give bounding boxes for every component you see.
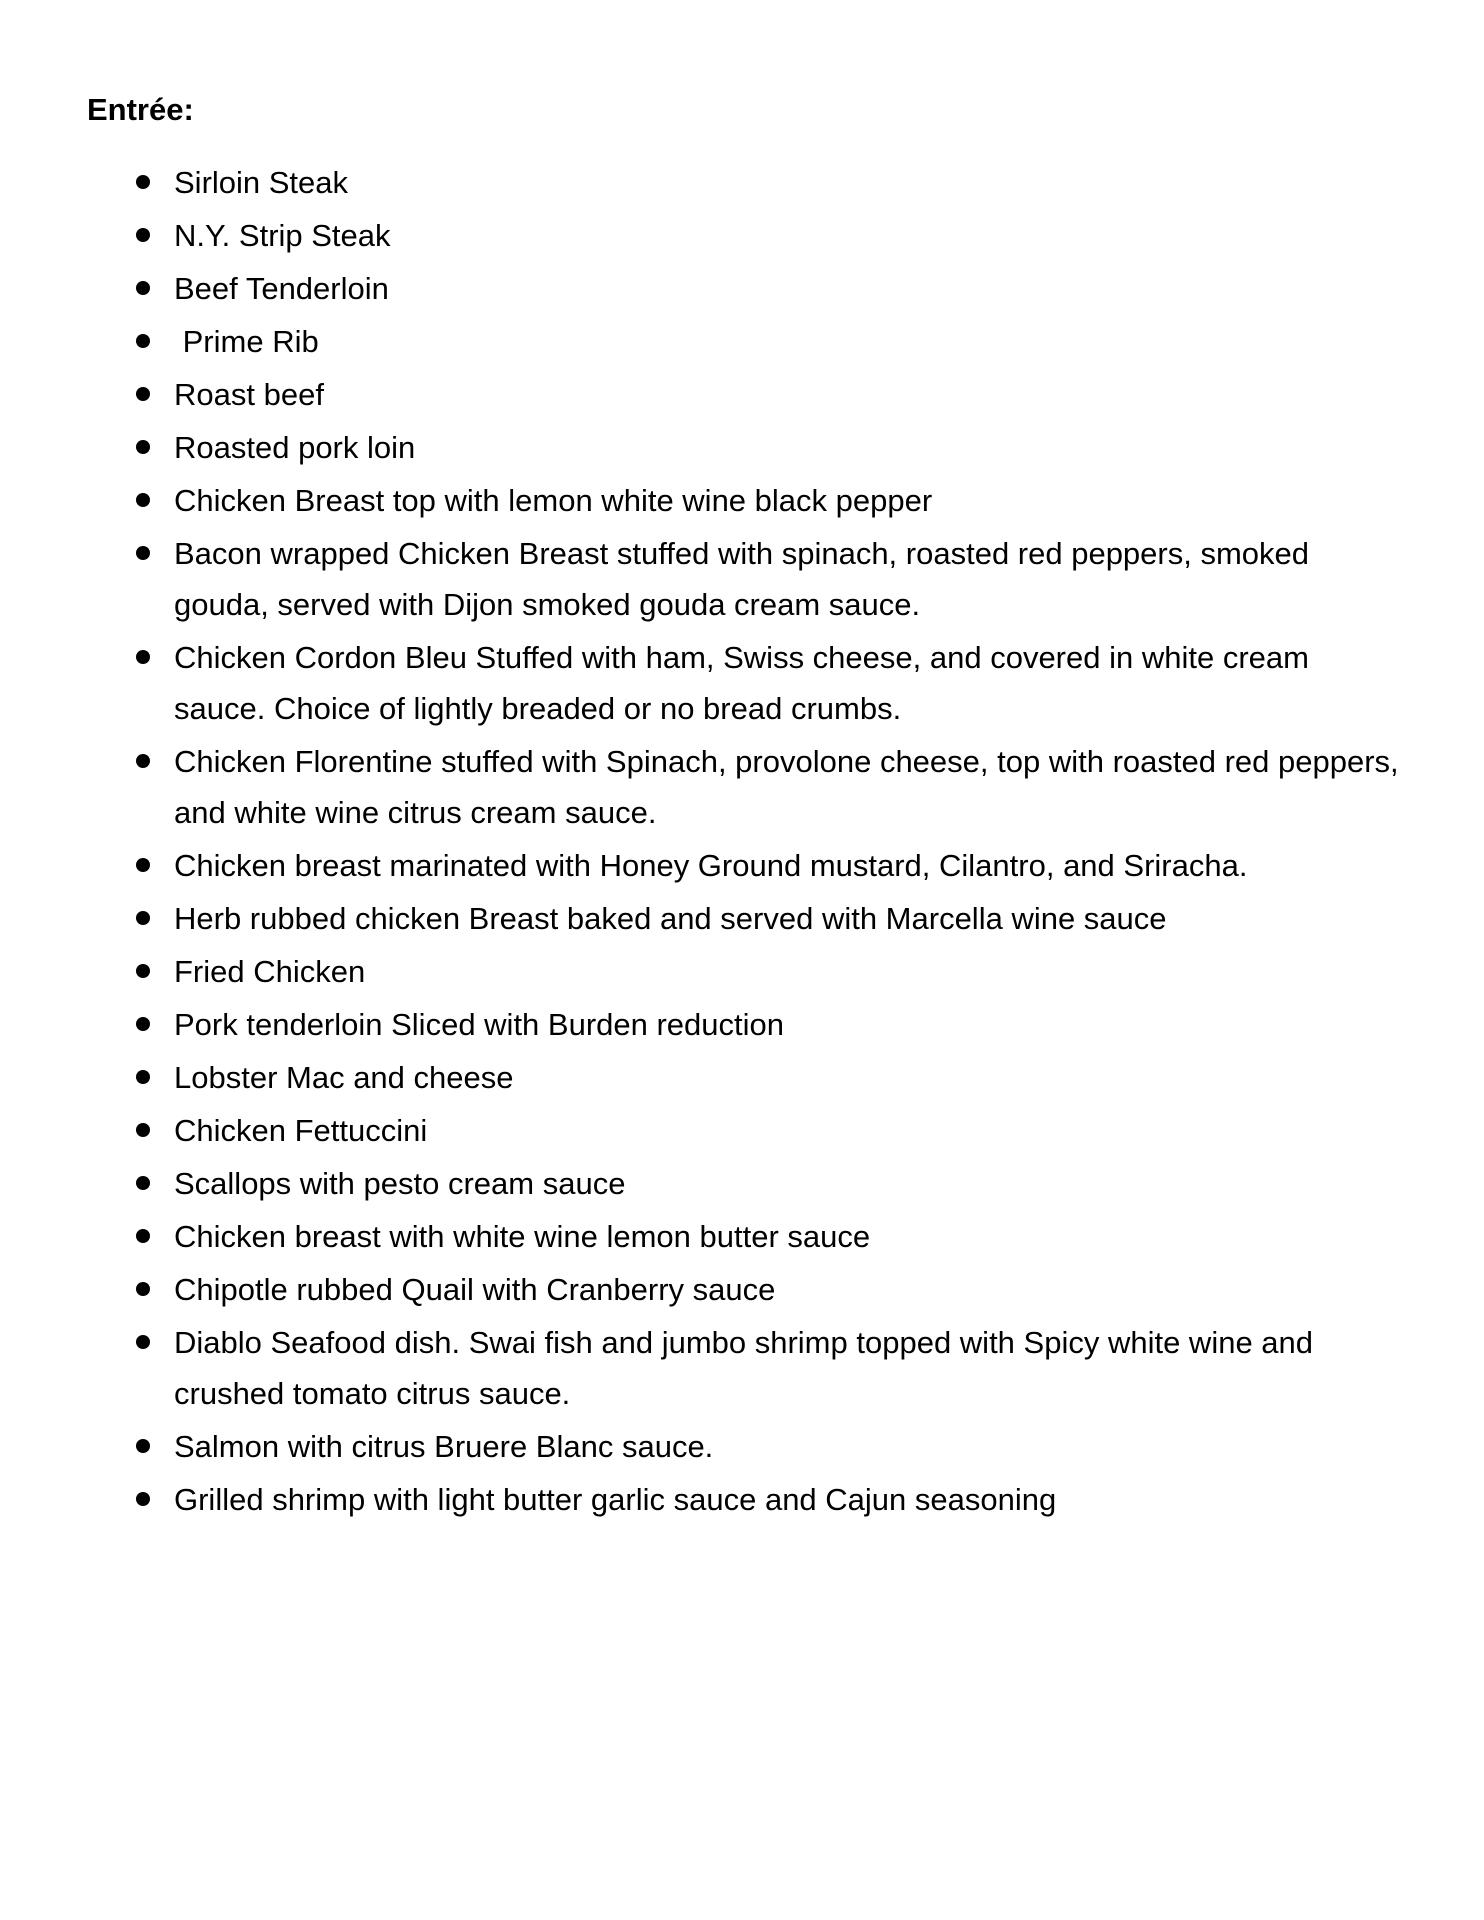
bullet-icon [136,493,150,507]
bullet-icon [136,1070,150,1084]
list-item [0,893,1484,944]
list-item-text: Chicken Florentine stuffed with Spinach, provolone cheese, top with roasted red peppers, and white wine citrus cream sauce. [174,744,1408,830]
list-item [0,736,1484,838]
bullet-icon [136,228,150,242]
bullet-icon [136,650,150,664]
list-item-text: Herb rubbed chicken Breast baked and served with Marcella wine sauce [174,901,1167,936]
list-item [0,528,1484,630]
bullet-icon [136,1282,150,1296]
list-item [0,263,1484,314]
list-item [0,1317,1484,1419]
list-item [0,210,1484,261]
list-item-text: Chicken breast with white wine lemon butter sauce [174,1219,871,1254]
bullet-icon [136,281,150,295]
list-item [0,369,1484,420]
list-item-text: Prime Rib [174,324,319,359]
bullet-icon [136,1439,150,1453]
list-item [0,1264,1484,1315]
list-item [0,316,1484,367]
list-item [0,840,1484,891]
bullet-icon [136,911,150,925]
bullet-icon [136,964,150,978]
bullet-icon [136,1123,150,1137]
list-item-text: Beef Tenderloin [174,271,389,306]
list-item [0,1211,1484,1262]
bullet-icon [136,858,150,872]
list-item-text: Fried Chicken [174,954,366,989]
bullet-icon [136,175,150,189]
list-item-text: Pork tenderloin Sliced with Burden reduction [174,1007,785,1042]
list-item [0,946,1484,997]
list-item [0,1158,1484,1209]
list-item-text: Salmon with citrus Bruere Blanc sauce. [174,1429,714,1464]
list-item-text: N.Y. Strip Steak [174,218,391,253]
list-item-text: Chicken Fettuccini [174,1113,428,1148]
list-item-text: Roasted pork loin [174,430,416,465]
list-item-text: Chicken breast marinated with Honey Ground mustard, Cilantro, and Sriracha. [174,848,1248,883]
list-item-text: Roast beef [174,377,324,412]
list-item [0,632,1484,734]
bullet-icon [136,546,150,560]
bullet-icon [136,754,150,768]
list-item [0,1052,1484,1103]
bullet-icon [136,1229,150,1243]
bullet-icon [136,440,150,454]
list-item-text: Chicken Breast top with lemon white wine black pepper [174,483,933,518]
list-item [0,1421,1484,1472]
bullet-icon [136,1176,150,1190]
list-item-text: Scallops with pesto cream sauce [174,1166,626,1201]
bullet-icon [136,334,150,348]
list-item-text: Grilled shrimp with light butter garlic sauce and Cajun seasoning [174,1482,1057,1517]
list-item [0,422,1484,473]
list-item [0,1474,1484,1525]
list-item-text: Lobster Mac and cheese [174,1060,514,1095]
bullet-icon [136,1492,150,1506]
list-item-text: Sirloin Steak [174,165,349,200]
list-item-text: Chipotle rubbed Quail with Cranberry sauce [174,1272,776,1307]
list-item [0,157,1484,208]
entree-list [0,157,1484,1527]
bullet-icon [136,387,150,401]
list-item [0,1105,1484,1156]
list-item [0,475,1484,526]
bullet-icon [136,1335,150,1349]
list-item-text: Bacon wrapped Chicken Breast stuffed with spinach, roasted red peppers, smoked gouda, served with Dijon smoked gouda cream sauce. [174,536,1318,622]
bullet-icon [136,1017,150,1031]
page-heading: Entrée: [87,92,194,127]
list-item-text: Chicken Cordon Bleu Stuffed with ham, Swiss cheese, and covered in white cream sauce. Choice of lightly breaded or no bread crumbs. [174,640,1318,726]
list-item [0,999,1484,1050]
list-item-text: Diablo Seafood dish. Swai fish and jumbo shrimp topped with Spicy white wine and crushed tomato citrus sauce. [174,1325,1322,1411]
